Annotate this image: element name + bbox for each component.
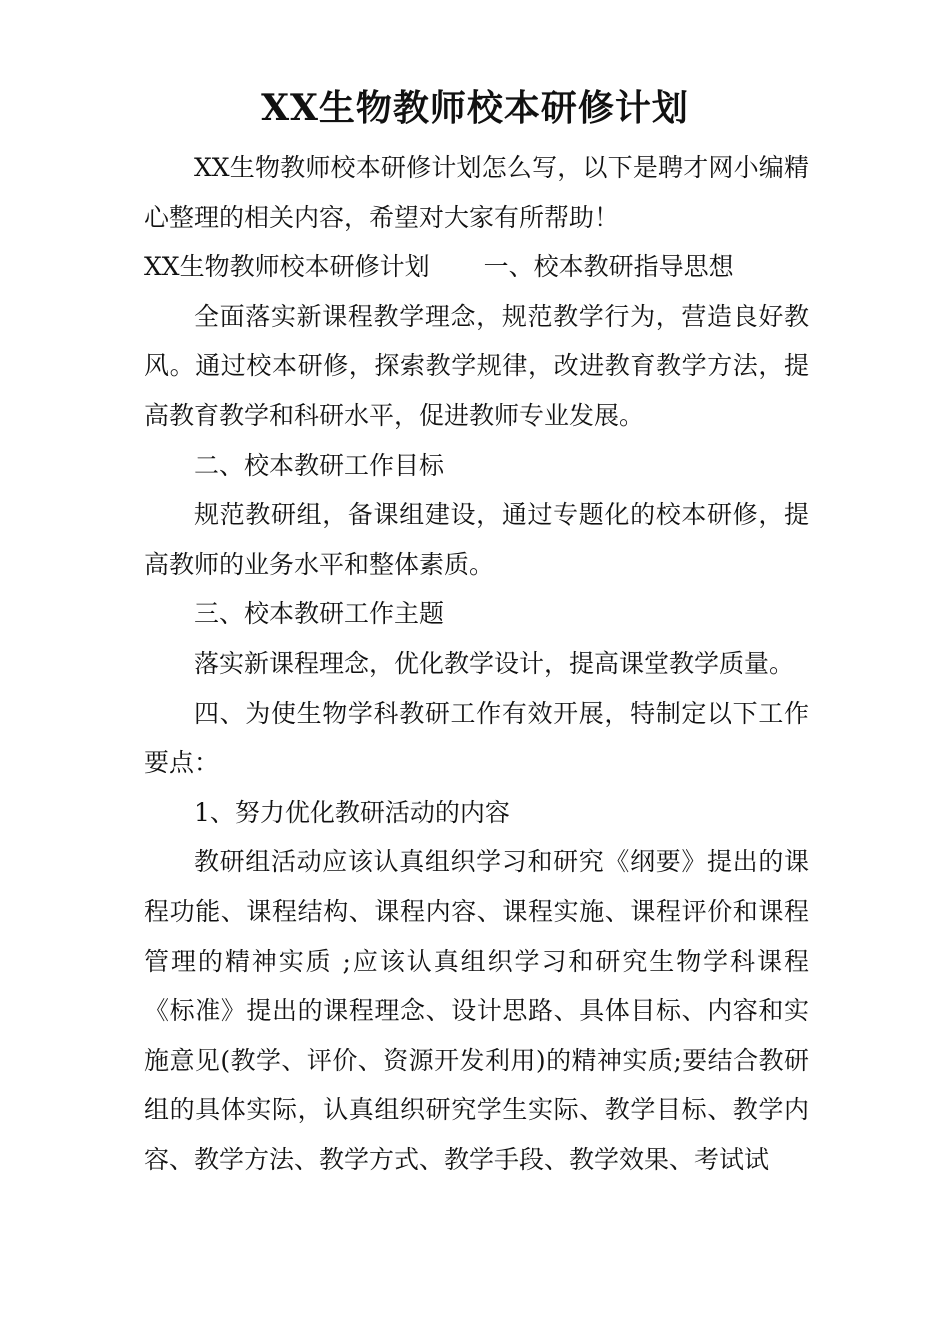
section4-heading: 四、为使生物学科教研工作有效开展，特制定以下工作要点：: [144, 698, 809, 778]
item1-heading: 1、努力优化教研活动的内容: [194, 797, 510, 827]
section3-body: 落实新课程理念，优化教学设计，提高课堂教学质量。: [194, 648, 795, 678]
subtitle-text: XX生物教师校本研修计划: [144, 252, 430, 282]
section1-body: 全面落实新课程教学理念，规范教学行为，营造良好教风。通过校本研修，探索教学规律，改进教育教学方法，提高教育教学和科研水平，促进教师专业发展。: [144, 301, 809, 430]
document-body: [144, 143, 809, 1184]
item1-body: 教研组活动应该认真组织学习和研究《纲要》提出的课程功能、课程结构、课程内容、课程实施、课程评价和课程管理的精神实质 ;应该认真组织学习和研究生物学科课程《标准》提出的课程理念、设计思路、具体目标、内容和实施意见(教学、评价、资源开发利用)的精神实质;要结合教研组的具体实际，认真组织研究学生实际、教学目标、教学内容、教学方法、教学方式、教学手段、教学效果、考试试: [144, 847, 809, 1174]
section3-heading: 三、校本教研工作主题: [194, 599, 445, 629]
section1-heading: 一、校本教研指导思想: [483, 252, 734, 282]
subtitle-line: [144, 242, 809, 292]
intro-paragraph: XX生物教师校本研修计划怎么写，以下是聘才网小编精心整理的相关内容，希望对大家有所帮助！: [144, 153, 809, 232]
document-title: XX生物教师校本研修计划: [261, 87, 689, 129]
section2-body: 规范教研组，备课组建设，通过专题化的校本研修，提高教师的业务水平和整体素质。: [144, 500, 809, 579]
section2-heading: 二、校本教研工作目标: [194, 450, 445, 480]
